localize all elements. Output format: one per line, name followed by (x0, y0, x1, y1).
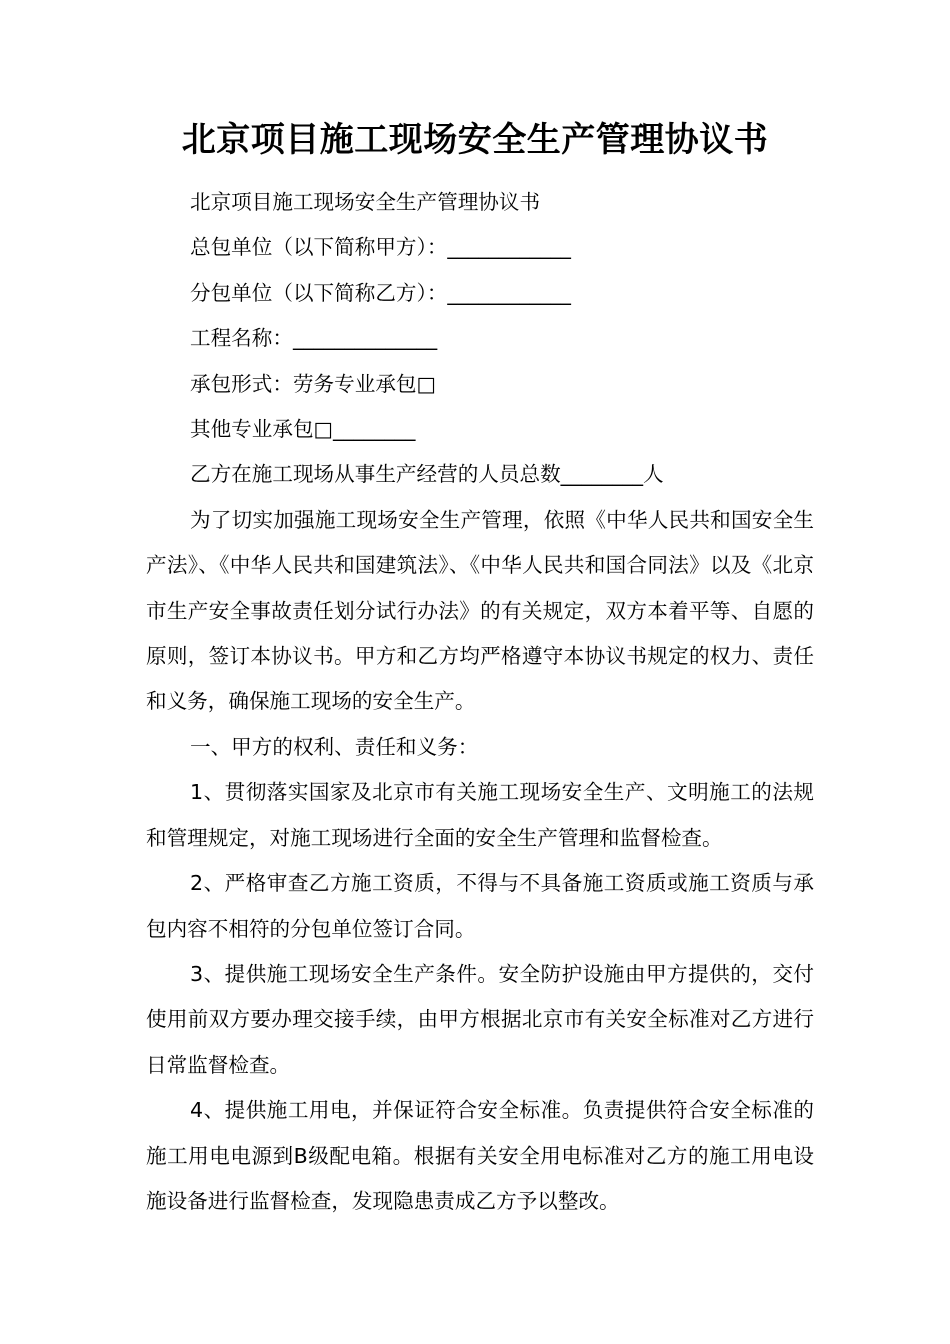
paragraph-contract-form: 承包形式：劳务专业承包□ (190, 371, 436, 396)
document-body (146, 180, 814, 1224)
paragraph-project-name: 工程名称：______________ (190, 326, 438, 351)
paragraph-staff-count: 乙方在施工现场从事生产经营的人员总数________人 (190, 462, 664, 487)
clause-4: 4、提供施工用电，并保证符合安全标准。负责提供符合安全标准的施工用电电源到B级配电箱。根据有关安全用电标准对乙方的施工用电设施设备进行监督检查，发现隐患责成乙方予以整改。 (146, 1098, 814, 1213)
section-heading-party-a: 一、甲方的权利、责任和义务： (190, 734, 479, 759)
paragraph-other-contract: 其他专业承包□________ (190, 417, 416, 442)
clause-3: 3、提供施工现场安全生产条件。安全防护设施由甲方提供的，交付使用前双方要办理交接手续，由甲方根据北京市有关安全标准对乙方进行日常监督检查。 (146, 961, 814, 1077)
clause-2: 2、严格审查乙方施工资质，不得与不具备施工资质或施工资质与承包内容不相符的分包单位签订合同。 (146, 871, 814, 941)
paragraph-general-contractor: 总包单位（以下简称甲方）：____________ (190, 235, 571, 260)
clause-1: 1、贯彻落实国家及北京市有关施工现场安全生产、文明施工的法规和管理规定，对施工现场进行全面的安全生产管理和监督检查。 (146, 780, 814, 850)
document-title: 北京项目施工现场安全生产管理协议书 (181, 120, 769, 160)
paragraph-preamble: 为了切实加强施工现场安全生产管理，依照《中华人民共和国安全生产法》、《中华人民共和国建筑法》、《中华人民共和国合同法》以及《北京市生产安全事故责任划分试行办法》的有关规定，双方本着平等、自愿的原则，签订本协议书。甲方和乙方均严格遵守本协议书规定的权力、责任和义务，确保施工现场的安全生产。 (146, 507, 814, 714)
paragraph-subcontractor: 分包单位（以下简称乙方）：____________ (190, 280, 571, 305)
paragraph-subtitle: 北京项目施工现场安全生产管理协议书 (190, 190, 541, 214)
